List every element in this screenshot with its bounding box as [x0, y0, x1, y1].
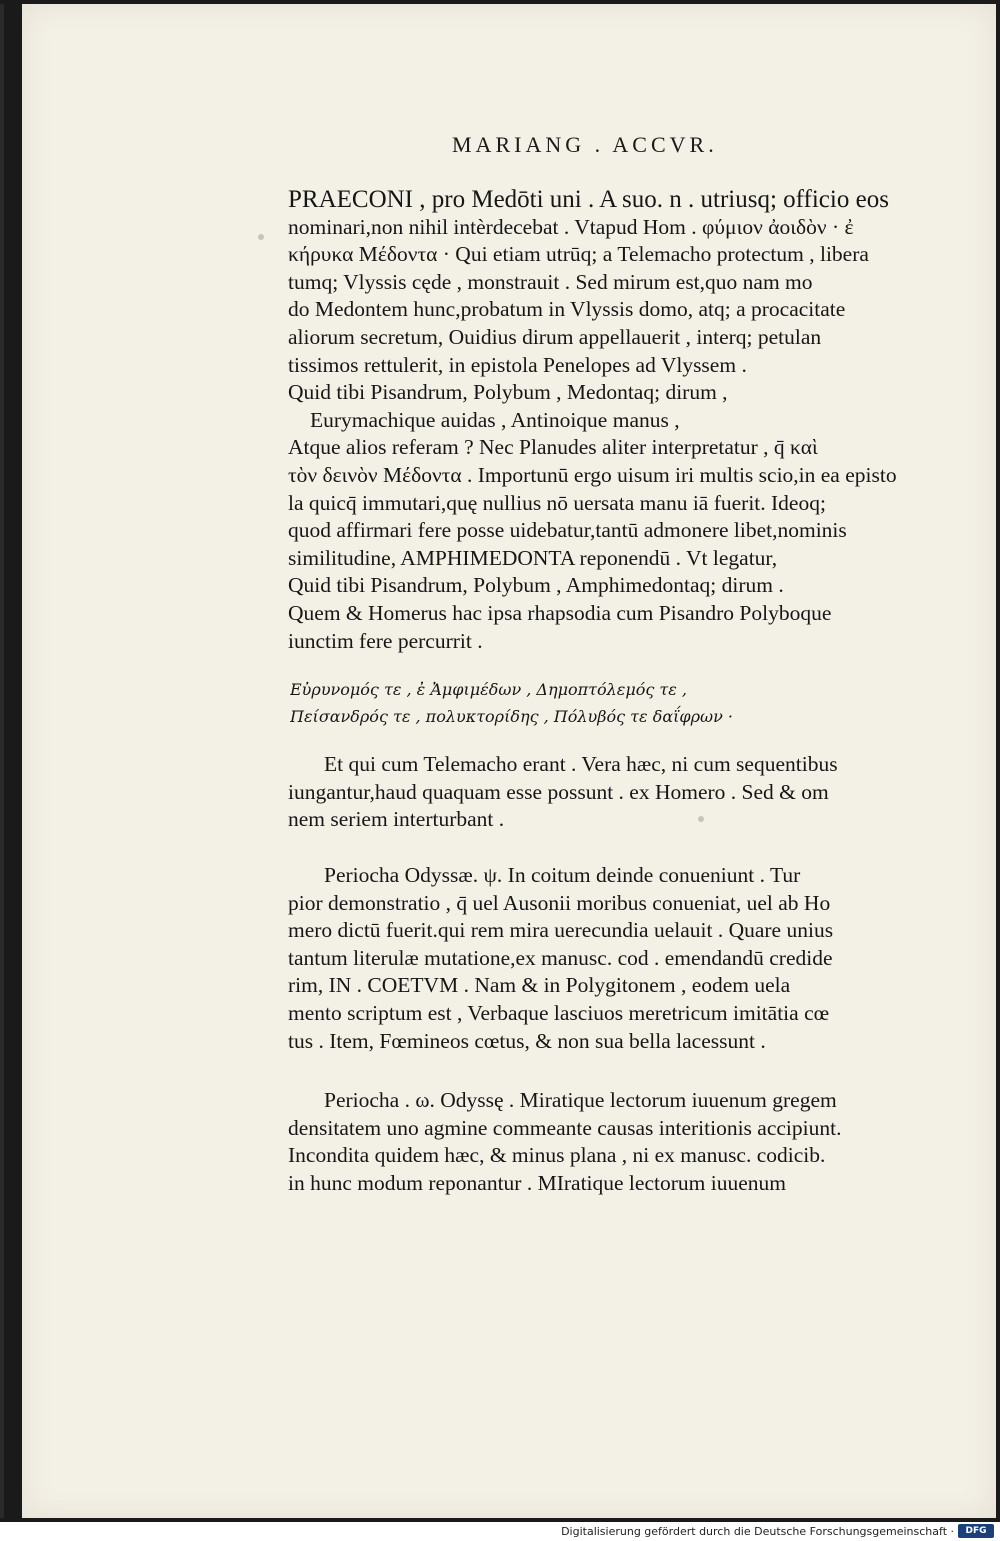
text-line: la quicq̄ immutari,quę nullius nō uersata manu iā fuerit. Ideoq; — [288, 490, 826, 515]
text-line: Quem & Homerus hac ipsa rhapsodia cum Pisandro Polyboque — [288, 600, 832, 625]
paragraph-4 — [288, 1087, 920, 1197]
text-line: iungantur,haud quaquam esse possunt . ex Homero . Sed & om — [288, 779, 829, 804]
text-line: rim, IN . COETVM . Nam & in Polygitonem , eodem uela — [288, 973, 791, 998]
text-line: pior demonstratio , q̄ uel Ausonii moribus conueniat, uel ab Ho — [288, 890, 831, 915]
text-line: τὸν δεινὸν Μέδοντα . Importunū ergo uisum iri multis scio,in ea episto — [288, 462, 897, 487]
dfg-logo[interactable]: DFG — [958, 1524, 994, 1538]
text-line: Incondita quidem hæc, & minus plana , ni ex manusc. codicib. — [288, 1143, 826, 1168]
text-line: do Medontem hunc,probatum in Vlyssis domo, atq; a procacitate — [288, 297, 846, 322]
paragraph-2 — [288, 751, 920, 834]
greek-line: Πείσανδρός τε , πολυκτορίδης , Πόλυβός τε δαΐφρων · — [290, 707, 733, 726]
funding-credit: Digitalisierung gefördert durch die Deutsche Forschungsgemeinschaft · — [561, 1525, 954, 1538]
text-line: tissimos rettulerit, in epistola Penelopes ad Vlyssem . — [288, 352, 747, 377]
text-line: Et qui cum Telemacho erant . Vera hæc, ni cum sequentibus — [324, 752, 838, 776]
greek-line: Εὐρυνομός τε , ἐ Ἀμφιμέδων , Δημοπτόλεμός τε , — [290, 680, 688, 699]
verse-line: Eurymachique auidas , Antinoique manus , — [310, 407, 680, 432]
text-line: nominari,non nihil intèrdecebat . Vtapud Hom . φύμιον ἀοιδὸν · ἐ — [288, 214, 854, 239]
verse-line: Atque alios referam ? Nec Planudes aliter interpretatur , q̄ καὶ — [288, 435, 818, 460]
text-line: densitatem uno agmine commeante causas interitionis accipiunt. — [288, 1115, 842, 1140]
greek-quotation — [290, 676, 920, 730]
text-line: mento scriptum est , Verbaque lasciuos meretricum imitātia cœ — [288, 1000, 830, 1025]
text-line: similitudine, AMPHIMEDONTA reponendū . Vt legatur, — [288, 545, 778, 570]
text-line: Periocha Odyssæ. ψ. In coitum deinde conueniunt . Tur — [324, 863, 801, 887]
running-header: MARIANG . ACCVR. — [452, 132, 718, 157]
text-line: aliorum secretum, Ouidius dirum appellauerit , interq; petulan — [288, 324, 822, 349]
paper-speck — [258, 234, 264, 240]
text-line: tantum literulæ mutatione,ex manusc. cod . emendandū credide — [288, 945, 833, 970]
paragraph-3 — [288, 862, 920, 1055]
digitization-footer — [0, 1522, 1000, 1541]
text-line: in hunc modum reponantur . MIratique lectorum iuuenum — [288, 1170, 786, 1195]
text-line: mero dictū fuerit.qui rem mira uerecundia uelauit . Quare unius — [288, 918, 834, 943]
text-line: Periocha . ω. Odyssę . Miratique lectorum iuuenum gregem — [324, 1088, 837, 1112]
verse-line: Quid tibi Pisandrum, Polybum , Medontaq; dirum , — [288, 380, 728, 405]
text-line: quod affirmari fere posse uidebatur,tantū admonere libet,nominis — [288, 518, 847, 543]
paragraph-1 — [288, 186, 920, 655]
verse-line: Quid tibi Pisandrum, Polybum , Amphimedontaq; dirum . — [288, 573, 784, 598]
text-line: iunctim fere percurrit . — [288, 628, 483, 653]
text-line: κήρυκα Μέδοντα · Qui etiam utrūq; a Telemacho protectum , libera — [288, 242, 869, 267]
text-line: nem seriem interturbant . — [288, 807, 505, 832]
text-line: tus . Item, Fœmineos cœtus, & non sua bella lacessunt . — [288, 1028, 766, 1053]
page-left-edge — [0, 4, 4, 1518]
text-line: tumq; Vlyssis cęde , monstrauit . Sed mirum est,quo nam mo — [288, 269, 813, 294]
text-line: PRAECONI , pro Medōti uni . A suo. n . utriusq; officio eos — [288, 186, 889, 213]
